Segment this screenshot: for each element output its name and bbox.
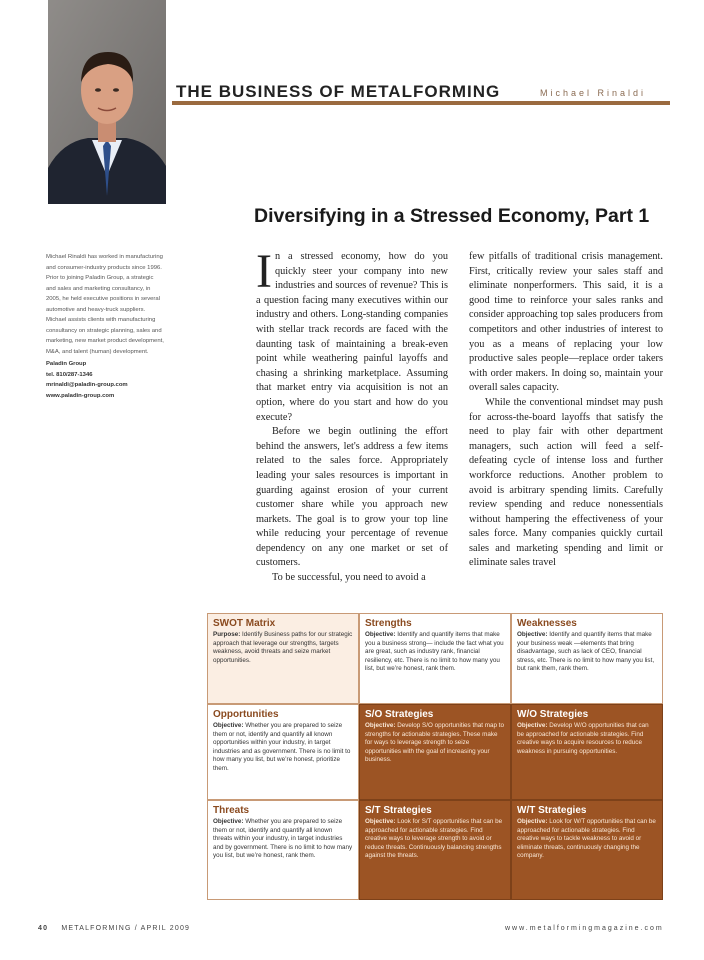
paragraph: Before we begin outlining the effort behind the answers, let's address a few items related to the sales force. Appropriately leading your sales resources is important in guarding against erosion of your current customer share while you approach new markets. The goal is to grow your top line while reducing your percentage of revenue dependency on any one market or set of customers.: [256, 426, 448, 569]
author-photo: [48, 0, 166, 204]
cell-text: Look for S/T opportunities that can be approached for actionable strategies. Find creative ways to leverage strength to avoid or reduce threats. Continuously balancing strengths against the threats.: [365, 818, 503, 860]
cell-heading: Threats: [213, 805, 250, 816]
cell-text: Whether you are prepared to seize them or not, identify and quantify all known threats within your industry, in target industries and by government. There is no limit to how many you list, but we’re honest, rank them.: [213, 818, 353, 860]
cell-heading: SWOT Matrix: [213, 618, 276, 629]
author-bio: [46, 252, 164, 401]
paragraph: few pitfalls of traditional crisis management. First, critically review your sales staff and eliminate nonperformers. This said, it is a good time to reinforce your sales ranks and consider approaching top sales producers from competitors and other industries of interest to you as a means of replacing your low productive sales people—replace order takers with order makers. In doing so, maintain your overall sales capacity.: [469, 251, 663, 394]
bio-text: Michael Rinaldi has worked in manufacturing and consumer-industry products since 1996. Prior to joining Paladin Group, a strategic and sales and marketing consultancy, in 2005, he held executive positions in several automotive and heavy-truck suppliers. Michael assists clients with manufacturing consultancy on strategic planning, sales and marketing, new market product development, M&A, and talent (human) development.: [46, 254, 164, 355]
cell-heading: S/T Strategies: [365, 805, 432, 816]
cell-label: Objective:: [213, 818, 244, 825]
cell-text: Develop S/O opportunities that map to strengths for actionable strategies. These make for ways to leverage strength to seize opportunities with the goal of increasing your business.: [365, 722, 504, 764]
cell-text: Whether you are prepared to seize them or not, identify and quantify all known opportunities within your industry, in target industries and as government. There is no limit to how many you list, but we’re honest, prioritize them.: [213, 722, 351, 772]
cell-label: Objective:: [365, 818, 396, 825]
article-title: Diversifying in a Stressed Economy, Part 1: [254, 205, 650, 227]
cell-label: Objective:: [517, 631, 548, 638]
bio-company: Paladin Group: [46, 361, 87, 367]
st-strategies-cell: [359, 800, 511, 900]
cell-text: Develop W/O opportunities that can be approached for actionable strategies. Find creative ways to acquire resources to reduce weakness in pursuing opportunities.: [517, 722, 649, 755]
cell-label: Objective:: [365, 722, 396, 729]
header-rule: [172, 101, 670, 105]
page-number: 40: [38, 925, 49, 932]
author-name: Michael Rinaldi: [540, 88, 647, 98]
cell-label: Objective:: [213, 722, 244, 729]
weaknesses-cell: [511, 613, 663, 704]
cell-label: Purpose:: [213, 631, 241, 638]
cell-heading: W/O Strategies: [517, 709, 589, 720]
wo-strategies-cell: [511, 704, 663, 800]
cell-text: Identify and quantify items that make you a business strong— include the fact what you are great, such as industry rank, financial resiliency, etc. There is no limit to how many you list, but we’re honest, rank them.: [365, 631, 504, 673]
footer-website[interactable]: www.metalformingmagazine.com: [505, 925, 664, 932]
paragraph: While the conventional mindset may push for across-the-board layoffs that satisfy the need to play fair with other department managers, such action will feed a self-defeating cycle of intense loss and further workforce reductions. Another problem to avoid is arbitrary spending limits. Carefully review spending and reduce nonessentials without hampering the effectiveness of your sales force. Many companies quickly curtail sales and marketing spending and limit or eliminate sales travel: [469, 396, 663, 569]
column-title: THE BUSINESS OF METALFORMING: [176, 82, 501, 101]
wt-strategies-cell: [511, 800, 663, 900]
bio-website[interactable]: www.paladin-group.com: [46, 392, 115, 399]
strengths-cell: [359, 613, 511, 704]
footer-left: [38, 925, 190, 932]
dropcap: I: [256, 245, 272, 298]
body-column-1: [256, 245, 448, 586]
swot-matrix-cell: [207, 613, 359, 704]
cell-text: Identify and quantify items that make your business weak —elements that bring disadvantage, such as lack of CEO, financial stress, etc. There is no limit to how many you list, but rank them, rank them.: [517, 631, 655, 673]
threats-cell: [207, 800, 359, 900]
paragraph: In a stressed economy, how do you quickly steer your company into new industries and sources of revenue? This is a question facing many executives within our industry and others. Long-standing companies with stellar track records are faced with the daunting task of maintaining a break-even point while weathering painful layoffs and chasing a shrinking marketplace. Assuming that market entry via acquisition is not an option, where do you start and how do you execute?: [256, 245, 448, 423]
cell-heading: Strengths: [365, 618, 412, 629]
body-column-2: [469, 250, 663, 571]
cell-heading: S/O Strategies: [365, 709, 434, 720]
cell-heading: Opportunities: [213, 709, 279, 720]
opportunities-cell: [207, 704, 359, 800]
paragraph: To be successful, you need to avoid a: [272, 572, 426, 584]
publication-name: METALFORMING / APRIL 2009: [61, 925, 191, 932]
bio-email[interactable]: mrinaldi@paladin-group.com: [46, 382, 128, 388]
cell-label: Objective:: [517, 722, 548, 729]
cell-heading: W/T Strategies: [517, 805, 587, 816]
cell-label: Objective:: [517, 818, 548, 825]
cell-text: Look for W/T opportunities that can be approached for actionable strategies. Find creative ways to tackle weakness to avoid or eliminate threats, continuously changing the company.: [517, 818, 656, 860]
cell-heading: Weaknesses: [517, 618, 577, 629]
cell-label: Objective:: [365, 631, 396, 638]
so-strategies-cell: [359, 704, 511, 800]
cell-text: Identify Business paths for our strategic approach that leverage our strengths, targets weakness, avoid threats and seize market opportunities.: [213, 631, 353, 664]
swot-matrix: [207, 613, 663, 900]
bio-phone: tel. 810/287-1346: [46, 371, 93, 378]
author-portrait-image: [48, 0, 166, 204]
